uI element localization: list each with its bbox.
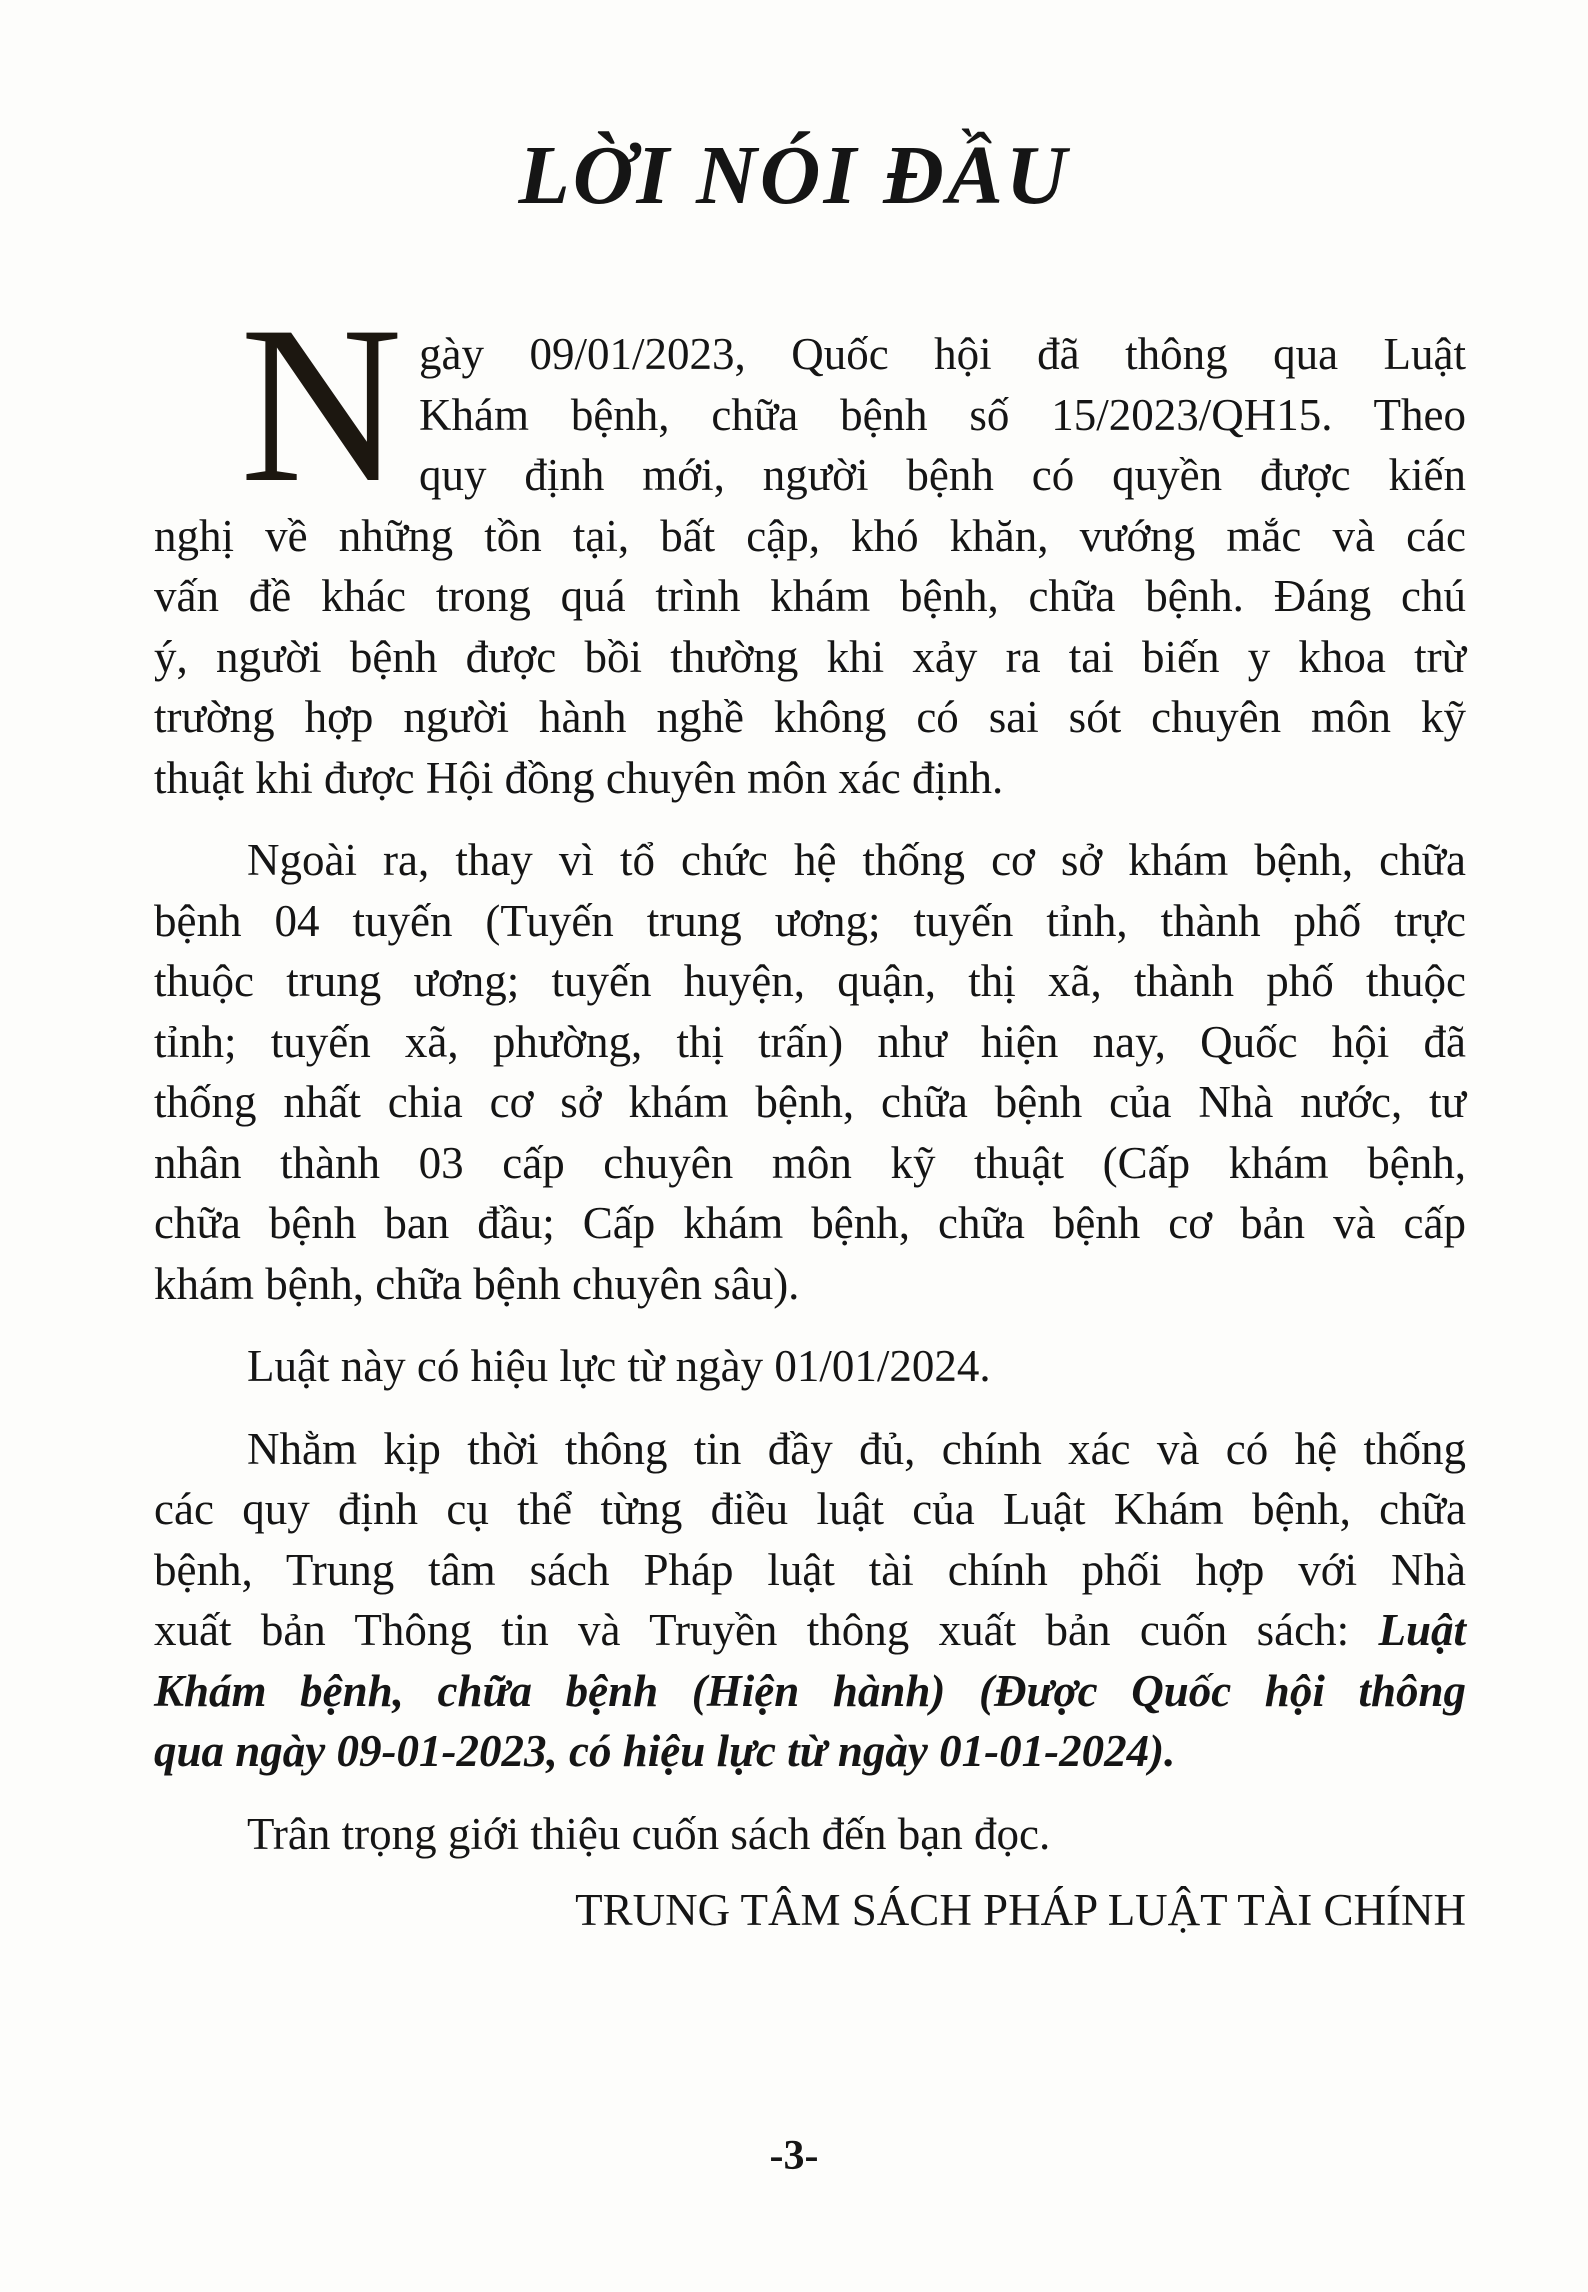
- text-segment: quy định mới, người bệnh có quyền được kiến: [419, 450, 1466, 500]
- text-line: [154, 1419, 1466, 1480]
- text-line: [154, 1661, 1466, 1722]
- text-line: [154, 1600, 1466, 1661]
- text-line: [154, 1254, 1466, 1315]
- text-segment: thuật khi được Hội đồng chuyên môn xác định.: [154, 752, 1004, 803]
- book-title-text: qua ngày 09-01-2023, có hiệu lực từ ngày 01-01-2024).: [154, 1726, 1176, 1776]
- text-segment: vấn đề khác trong quá trình khám bệnh, chữa bệnh. Đáng chú: [154, 571, 1466, 621]
- text-segment: xuất bản Thông tin và Truyền thông xuất bản cuốn sách:: [154, 1605, 1379, 1655]
- text-line: [154, 1721, 1466, 1782]
- text-segment: Trân trọng giới thiệu cuốn sách đến bạn đọc.: [247, 1808, 1051, 1859]
- text-line: [154, 1012, 1466, 1073]
- text-line: [154, 1540, 1466, 1601]
- text-line: [154, 687, 1466, 748]
- text-line: [154, 1193, 1466, 1254]
- text-line: [154, 951, 1466, 1012]
- drop-cap: N: [240, 279, 403, 529]
- text-segment: nhân thành 03 cấp chuyên môn kỹ thuật (Cấp khám bệnh,: [154, 1137, 1466, 1188]
- text-line: [154, 1479, 1466, 1540]
- text-segment: trường hợp người hành nghề không có sai sót chuyên môn kỹ: [154, 692, 1466, 742]
- text-segment: Khám bệnh, chữa bệnh số 15/2023/QH15. Theo: [419, 389, 1466, 440]
- text-segment: khám bệnh, chữa bệnh chuyên sâu).: [154, 1258, 800, 1309]
- text-segment: Luật này có hiệu lực từ ngày 01/01/2024.: [247, 1341, 991, 1391]
- text-line: [154, 1336, 1466, 1397]
- text-segment: gày 09/01/2023, Quốc hội đã thông qua Luật: [419, 329, 1466, 379]
- text-segment: ý, người bệnh được bồi thường khi xảy ra tai biến y khoa trừ: [154, 631, 1466, 682]
- text-segment: chữa bệnh ban đầu; Cấp khám bệnh, chữa bệnh cơ bản và cấp: [154, 1198, 1466, 1248]
- text-segment: bệnh 04 tuyến (Tuyến trung ương; tuyến tỉnh, thành phố trực: [154, 895, 1466, 946]
- text-segment: Nhằm kịp thời thông tin đầy đủ, chính xác và có hệ thống: [247, 1423, 1466, 1474]
- text-segment: Ngoài ra, thay vì tổ chức hệ thống cơ sở khám bệnh, chữa: [247, 835, 1466, 885]
- paragraph: [154, 1804, 1466, 1865]
- text-line: [154, 627, 1466, 688]
- preface-body: [154, 279, 1466, 1886]
- text-line: [154, 566, 1466, 627]
- text-line: [154, 1804, 1466, 1865]
- paragraph: [154, 279, 1466, 808]
- text-line: [154, 748, 1466, 809]
- text-line: [154, 1072, 1466, 1133]
- text-segment: bệnh, Trung tâm sách Pháp luật tài chính phối hợp với Nhà: [154, 1544, 1466, 1595]
- book-title-text: Khám bệnh, chữa bệnh (Hiện hành) (Được Quốc hội thông: [154, 1665, 1466, 1716]
- page-number: -3-: [769, 2133, 819, 2179]
- page-title: LỜI NÓI ĐẦU: [518, 129, 1070, 222]
- text-line: [154, 830, 1466, 891]
- book-title-text: Luật: [1378, 1605, 1466, 1655]
- text-line: [154, 1133, 1466, 1194]
- text-segment: thuộc trung ương; tuyến huyện, quận, thị xã, thành phố thuộc: [154, 956, 1466, 1006]
- signature: TRUNG TÂM SÁCH PHÁP LUẬT TÀI CHÍNH: [575, 1885, 1466, 1935]
- paragraph: [154, 1419, 1466, 1782]
- text-line: [154, 891, 1466, 952]
- text-segment: tỉnh; tuyến xã, phường, thị trấn) như hiện nay, Quốc hội đã: [154, 1016, 1466, 1067]
- paragraph: [154, 830, 1466, 1314]
- text-segment: các quy định cụ thể từng điều luật của Luật Khám bệnh, chữa: [154, 1484, 1466, 1534]
- paragraph: [154, 1336, 1466, 1397]
- text-segment: nghị về những tồn tại, bất cập, khó khăn, vướng mắc và các: [154, 510, 1466, 561]
- text-segment: thống nhất chia cơ sở khám bệnh, chữa bệnh của Nhà nước, tư: [154, 1077, 1466, 1127]
